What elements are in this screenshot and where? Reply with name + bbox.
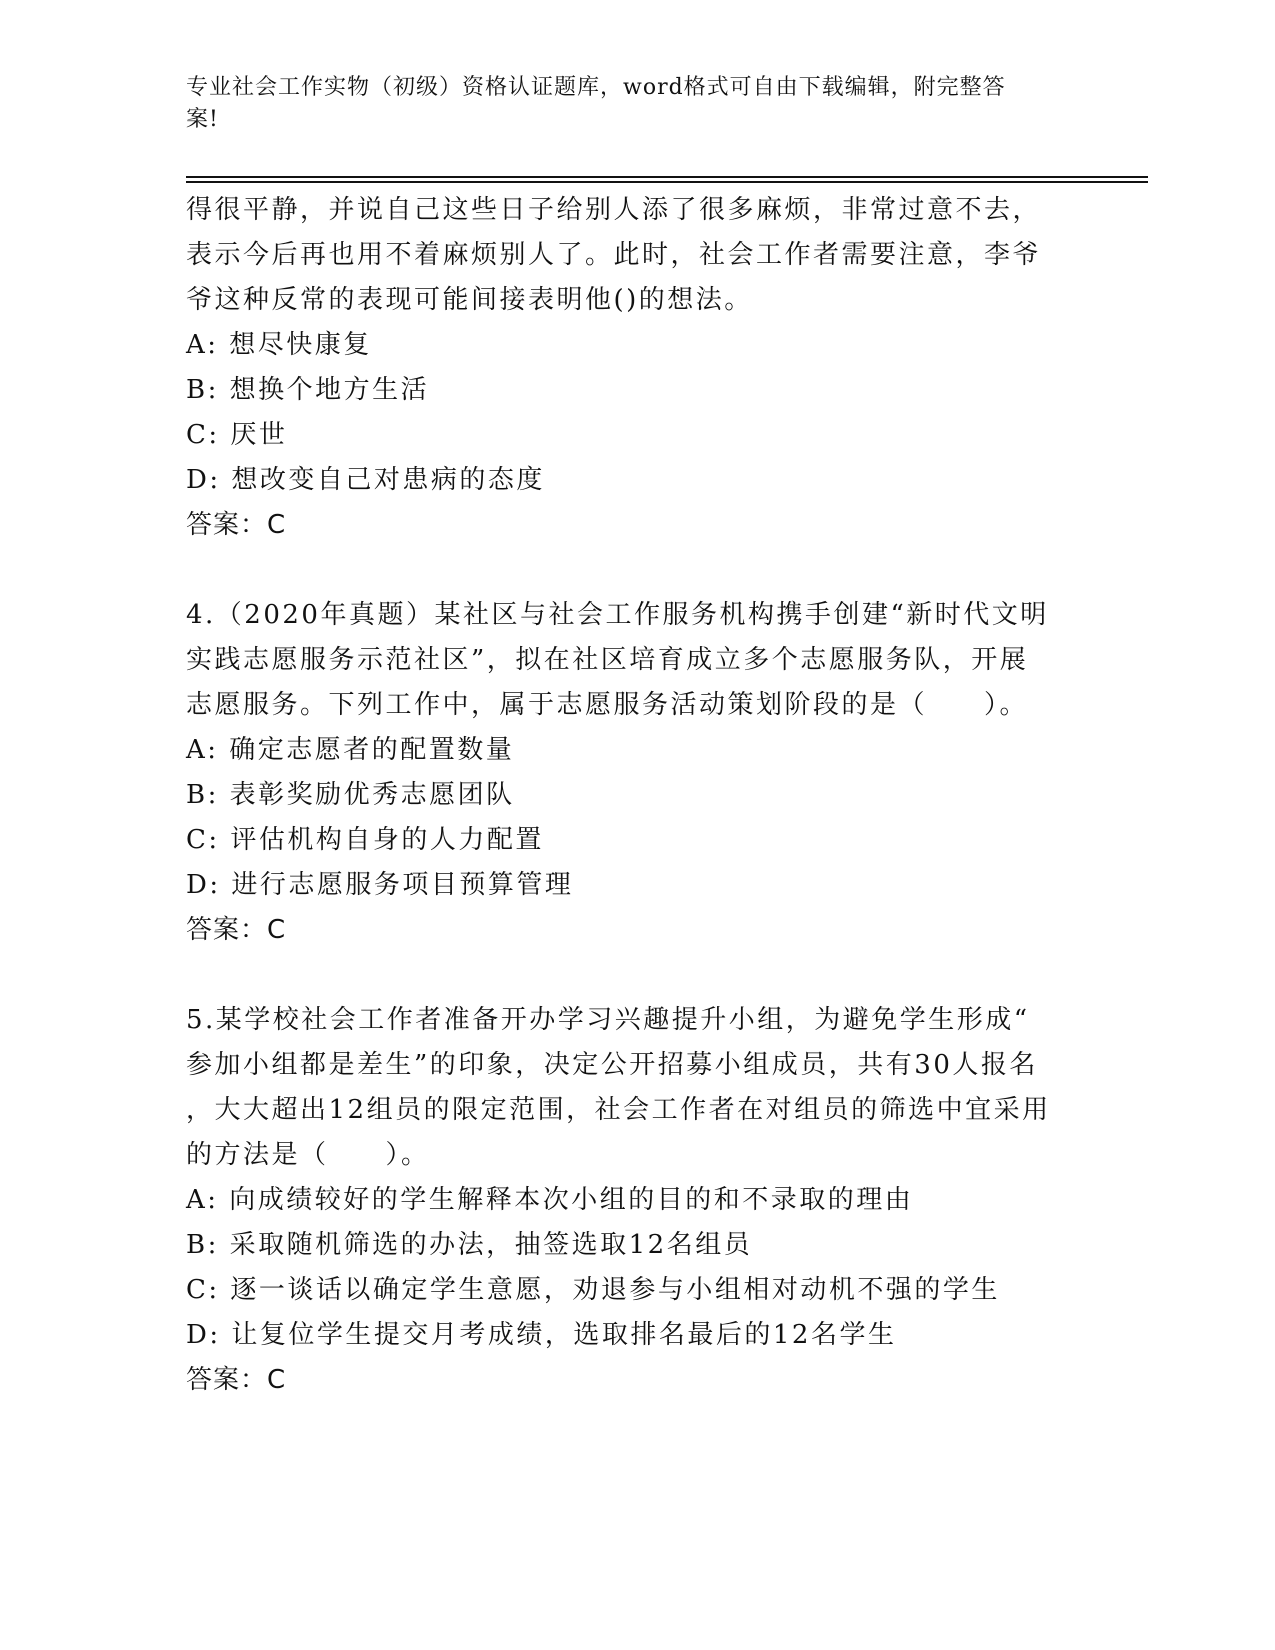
question-3-answer: 答案：C — [186, 510, 287, 540]
question-4-option-b: B: 表彰奖励优秀志愿团队 — [186, 780, 515, 810]
question-5-option-b: B: 采取随机筛选的办法，抽签选取12名组员 — [186, 1230, 753, 1260]
header-divider-bottom — [186, 181, 1148, 183]
question-3-line-3: 爷这种反常的表现可能间接表明他()的想法。 — [186, 285, 753, 315]
question-4-option-c: C: 评估机构自身的人力配置 — [186, 825, 544, 855]
question-4 — [186, 593, 1086, 953]
question-5-option-d: D: 让复位学生提交月考成绩，选取排名最后的12名学生 — [186, 1320, 897, 1350]
question-3 — [186, 188, 1086, 548]
question-5 — [186, 998, 1086, 1403]
question-3-line-1: 得很平静，并说自己这些日子给别人添了很多麻烦，非常过意不去， — [186, 195, 1042, 225]
question-3-option-d: D: 想改变自己对患病的态度 — [186, 465, 545, 495]
question-content — [186, 188, 1086, 1403]
question-5-line-1: 5.某学校社会工作者准备开办学习兴趣提升小组，为避免学生形成“ — [186, 1005, 1030, 1035]
question-3-option-a: A: 想尽快康复 — [186, 330, 372, 360]
question-3-line-2: 表示今后再也用不着麻烦别人了。此时，社会工作者需要注意，李爷 — [186, 240, 1042, 270]
header-divider-top — [186, 176, 1148, 178]
header-line-1: 专业社会工作实物（初级）资格认证题库，word格式可自由下载编辑，附完整答 — [186, 75, 1006, 100]
question-3-option-b: B: 想换个地方生活 — [186, 375, 430, 405]
question-4-line-3: 志愿服务。下列工作中，属于志愿服务活动策划阶段的是（ ）。 — [186, 690, 1029, 720]
question-5-option-a: A: 向成绩较好的学生解释本次小组的目的和不录取的理由 — [186, 1185, 914, 1215]
question-4-answer: 答案：C — [186, 915, 287, 945]
question-4-line-1: 4.（2020年真题）某社区与社会工作服务机构携手创建“新时代文明 — [186, 600, 1049, 630]
question-5-line-2: 参加小组都是差生”的印象，决定公开招募小组成员，共有30人报名 — [186, 1050, 1038, 1080]
question-5-line-3: ，大大超出12组员的限定范围，社会工作者在对组员的筛选中宜采用 — [186, 1095, 1051, 1125]
question-3-option-c: C: 厌世 — [186, 420, 288, 450]
question-4-option-a: A: 确定志愿者的配置数量 — [186, 735, 515, 765]
header-line-2: 案! — [186, 107, 219, 132]
spacer — [186, 548, 1086, 593]
spacer — [186, 953, 1086, 998]
question-5-option-c: C: 逐一谈话以确定学生意愿，劝退参与小组相对动机不强的学生 — [186, 1275, 1000, 1305]
question-4-line-2: 实践志愿服务示范社区”，拟在社区培育成立多个志愿服务队，开展 — [186, 645, 1029, 675]
page-header — [186, 72, 1066, 136]
question-4-option-d: D: 进行志愿服务项目预算管理 — [186, 870, 574, 900]
question-5-answer: 答案：C — [186, 1365, 287, 1395]
question-5-line-4: 的方法是（ ）。 — [186, 1140, 430, 1170]
